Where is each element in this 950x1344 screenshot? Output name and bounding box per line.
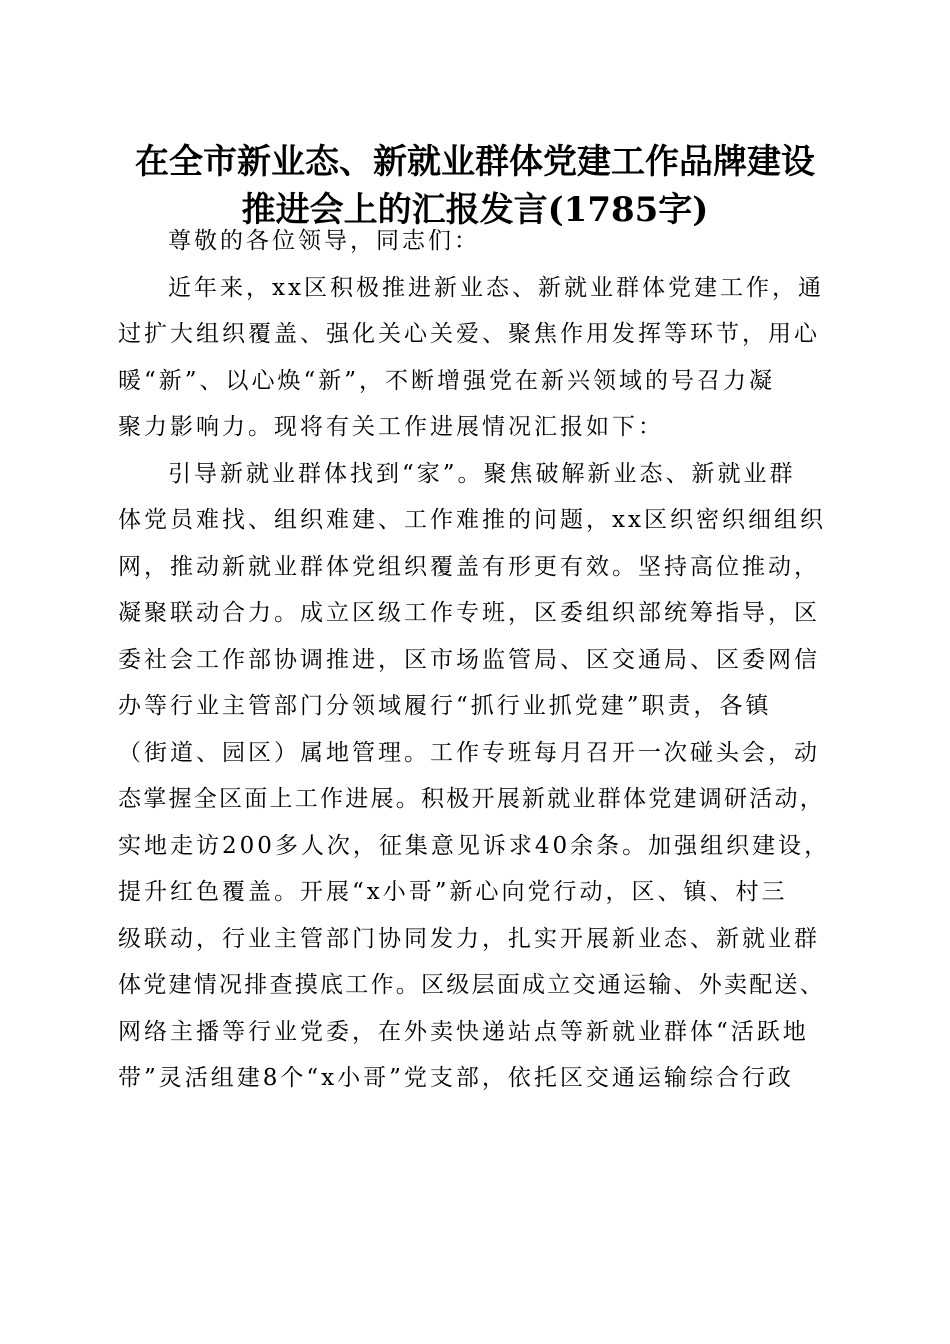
body-text-line: 办等行业主管部门分领域履行“抓行业抓党建”职责，各镇 — [118, 693, 772, 719]
body-text-line: 提升红色覆盖。开展“x小哥”新心向党行动，区、镇、村三 — [118, 879, 788, 905]
title-line-2: 推进会上的汇报发言(1785字) — [241, 190, 709, 230]
body-text-line: 凝聚联动合力。成立区级工作专班，区委组织部统筹指导，区 — [118, 600, 820, 626]
body-text-line: 尊敬的各位领导，同志们： — [168, 228, 480, 254]
body-text-line: 引导新就业群体找到“家”。聚焦破解新业态、新就业群 — [168, 460, 796, 487]
body-text-line: 带”灵活组建8个“x小哥”党支部，依托区交通运输综合行政 — [118, 1065, 794, 1091]
body-text-line: 网，推动新就业群体党组织覆盖有形更有效。坚持高位推动， — [118, 553, 820, 580]
body-text-line: 级联动，行业主管部门协同发力，扎实开展新业态、新就业群 — [118, 925, 820, 952]
body-text-line: 体党员难找、组织难建、工作难推的问题，xx区织密织细组织 — [118, 507, 826, 533]
body-text-line: 实地走访200多人次，征集意见诉求40余条。加强组织建设， — [118, 832, 831, 859]
body-text-line: （街道、园区）属地管理。工作专班每月召开一次碰头会，动 — [118, 739, 820, 766]
body-text-line: 体党建情况排查摸底工作。区级层面成立交通运输、外卖配送、 — [118, 972, 825, 998]
body-text-line: 暖“新”、以心焕“新”，不断增强党在新兴领域的号召力凝 — [118, 367, 776, 394]
body-text-line: 委社会工作部协调推进，区市场监管局、区交通局、区委网信 — [118, 646, 820, 673]
body-text-line: 网络主播等行业党委，在外卖快递站点等新就业群体“活跃地 — [118, 1018, 809, 1045]
title-line-1: 在全市新业态、新就业群体党建工作品牌建设 — [135, 142, 815, 182]
body-text-line: 态掌握全区面上工作进展。积极开展新就业群体党建调研活动， — [118, 786, 825, 812]
body-text-line: 聚力影响力。现将有关工作进展情况汇报如下： — [118, 414, 664, 440]
document-body — [118, 218, 830, 1102]
body-text-line: 近年来，xx区积极推进新业态、新就业群体党建工作，通 — [168, 274, 824, 301]
body-text-line: 过扩大组织覆盖、强化关心关爱、聚焦作用发挥等环节，用心 — [118, 321, 820, 347]
